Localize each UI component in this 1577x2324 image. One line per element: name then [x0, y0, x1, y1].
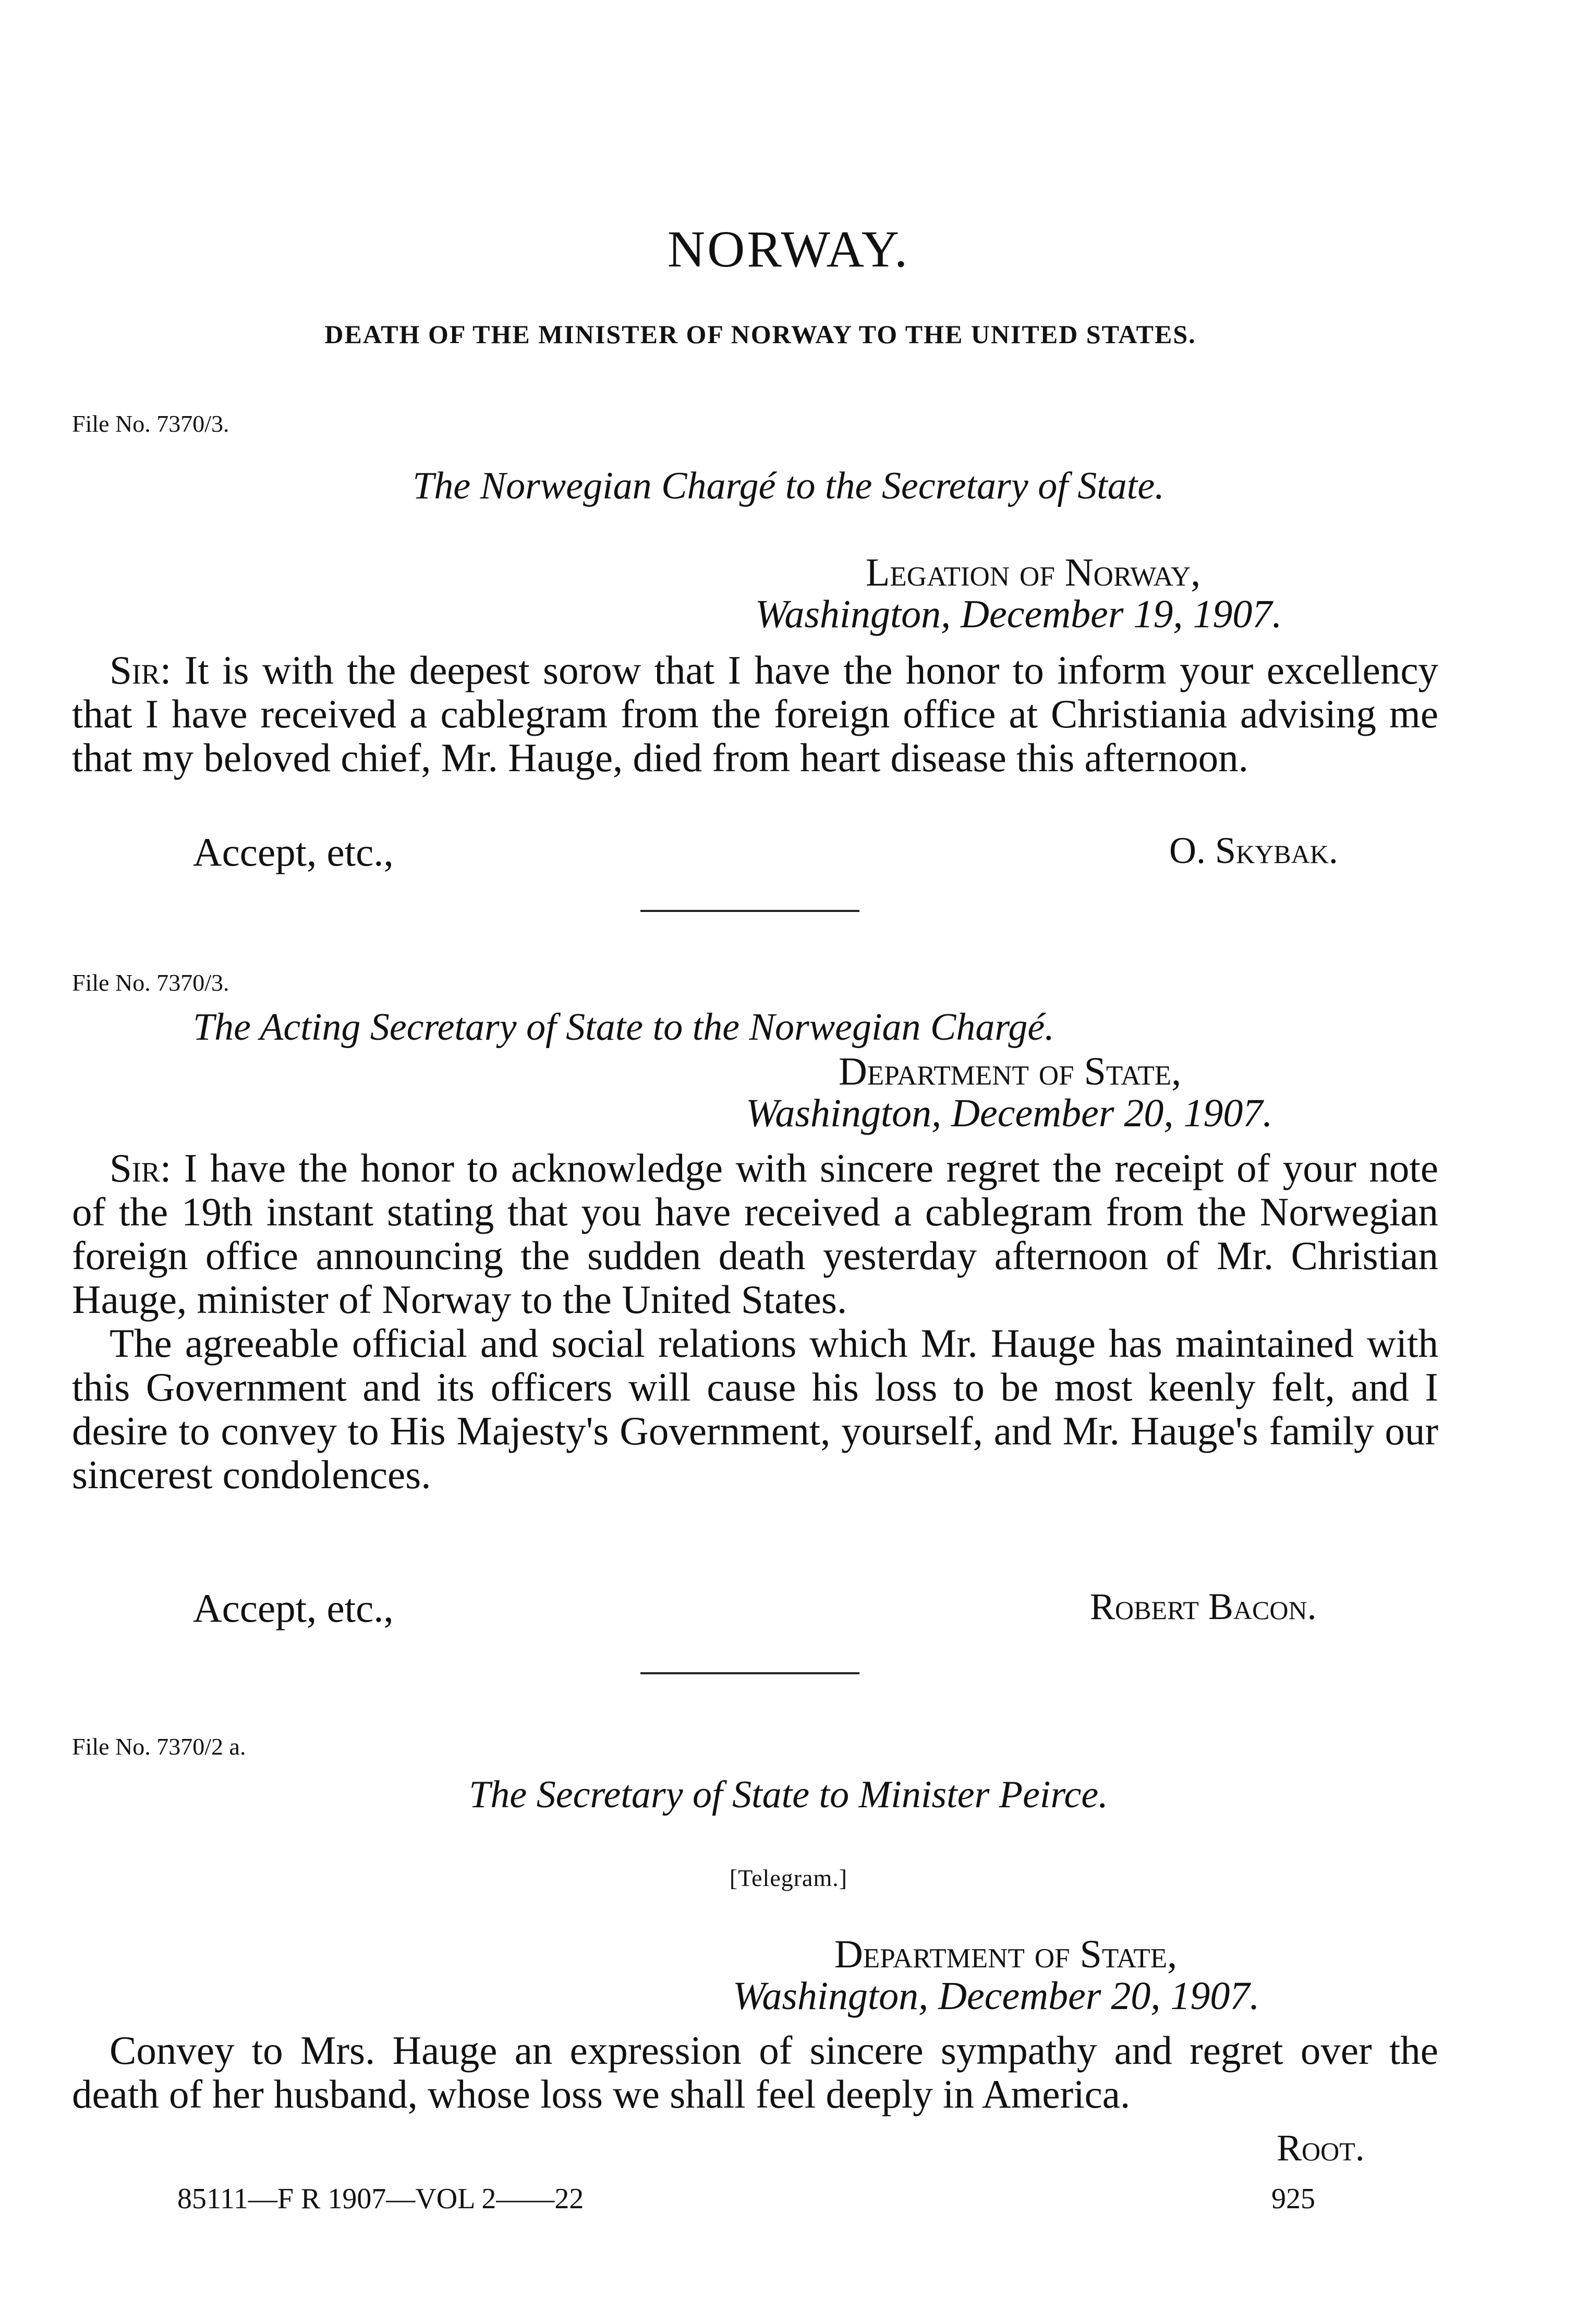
letter3-body: [72, 2028, 1438, 2116]
page-subtitle: DEATH OF THE MINISTER OF NORWAY TO THE UNITED STATES.: [324, 320, 1196, 349]
letter2-heading: The Acting Secretary of State to the Norwegian Chargé.: [193, 1006, 1054, 1049]
letter3-paragraph: Convey to Mrs. Hauge an expression of sincere sympathy and regret over the death of her husband, whose loss we shall feel deeply in America.: [72, 2028, 1438, 2116]
letter2-signature: Robert Bacon.: [1090, 1586, 1317, 1627]
letter3-signature: Root.: [1277, 2127, 1365, 2169]
letter2-file-number: File No. 7370/3.: [72, 969, 229, 996]
page-number: 925: [1271, 2183, 1315, 2215]
letter2-body: [72, 1146, 1438, 1496]
letter1-salutation: Sir:: [110, 648, 172, 692]
letter2-paragraph-2: The agreeable official and social relations which Mr. Hauge has maintained with this Government and its officers will cause his loss to be most keenly felt, and I desire to convey to His Majesty's Government, yourself, and Mr. Hauge's family our sincerest condolences.: [72, 1321, 1438, 1497]
letter1-paragraph: [72, 648, 1438, 780]
letter1-body: [72, 648, 1438, 780]
letter1-closing: Accept, etc.,: [193, 830, 394, 874]
letter2-paragraph-1: [72, 1146, 1438, 1321]
letter1-place: Legation of Norway,: [866, 551, 1201, 594]
letter1-dateline: Washington, December 19, 1907.: [755, 592, 1282, 636]
letter3-dateline: Washington, December 20, 1907.: [733, 1974, 1260, 2018]
letter3-place: Department of State,: [834, 1932, 1178, 1976]
letter3-heading: The Secretary of State to Minister Peirce.: [469, 1773, 1108, 1816]
letter1-signature: O. Skybak.: [1169, 830, 1338, 871]
letter1-file-number: File No. 7370/3.: [72, 410, 229, 437]
letter2-salutation: Sir:: [110, 1146, 172, 1190]
letter2-dateline: Washington, December 20, 1907.: [746, 1091, 1273, 1135]
letter2-body-text-1: I have the honor to acknowledge with sincere regret the receipt of your note of the 19th instant stating that you have received a cablegram from the Norwegian foreign office announcing the sudden death yesterday afternoon of Mr. Christian Hauge, minister of Norway to the United States.: [72, 1146, 1438, 1322]
letter1-body-text: It is with the deepest sorow that I have the honor to inform your excellency that I have received a cablegram from the foreign office at Christiania advising me that my beloved chief, Mr. Hauge, died from heart disease this afternoon.: [72, 648, 1439, 780]
letter2-place: Department of State,: [839, 1050, 1182, 1093]
print-code: 85111—F R 1907—VOL 2——22: [177, 2183, 584, 2215]
letter3-file-number: File No. 7370/2 a.: [72, 1733, 246, 1760]
telegram-note: [Telegram.]: [729, 1865, 848, 1891]
page-title: NORWAY.: [667, 220, 910, 278]
letter2-closing: Accept, etc.,: [193, 1586, 394, 1631]
section-divider-2: [640, 1672, 859, 1674]
section-divider-1: [640, 910, 859, 912]
letter1-heading: The Norwegian Chargé to the Secretary of State.: [413, 465, 1164, 507]
